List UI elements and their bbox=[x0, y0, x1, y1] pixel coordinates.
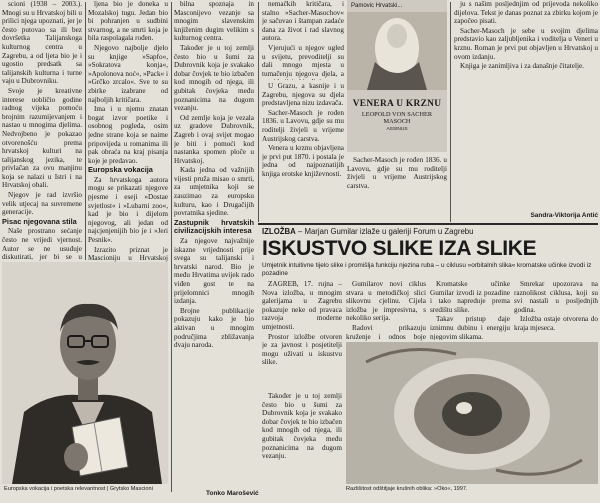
paragraph: nemačkih kritičara, i stalno »Sacher-Masochov« je sačuvao i štampan zadaće dana za život i rad slavnog autora. bbox=[262, 0, 344, 43]
book-column-d bbox=[454, 0, 598, 212]
paragraph: Kromatske učinke Gumilar izvodi iz pozadine i tako napreduje prema središtu slike. bbox=[430, 280, 510, 314]
painting-photo bbox=[346, 342, 598, 484]
paragraph: Kada jedna od važnijih vijesti pruža misao o smrti, za umjetnika koji se zauzimao za europsku kulturu, kao i Drugačijih povratnika sjedine. bbox=[174, 166, 254, 218]
portrait-illustration bbox=[2, 262, 168, 484]
paragraph: Izrazito priznat je Mascioniju u Hrvatskoj bbox=[88, 245, 168, 262]
article-lede: Umjetnik intuitivne tijelo slike i promišlja funkciju njezina ruba – u ciklusu »orbitalnih slika« kromatske učinke izvodi iz pozadine bbox=[262, 262, 592, 277]
paragraph: ZAGREB, 17. rujna – Nova izložba, u mnogim galerijama u Zagrebu pokazuje neke od pravaca razvoja moderne umjetnosti. bbox=[262, 280, 342, 331]
paragraph: Njegovo najbolje djelo su knjige »Sapfo«, »Sokratova konja«, »Apolonova noć«, »Pack« i »Grčko zrcalo«. Sve te su zbirke izabrane od najboljih kritičara. bbox=[88, 43, 168, 104]
paragraph: Izložba ostaje otvorena do kraja mjeseca. bbox=[514, 315, 598, 332]
column-divider bbox=[258, 2, 259, 222]
paragraph: Sacher-Masoch je rođen 1836. u Lavovu, gdje su mu roditelji živjeli u vrijeme Austrijskog carstva. bbox=[262, 108, 344, 143]
paragraph: Za njegove najvažnije iskazne vrijednosti prije svega su talijanski i hrvatski narod. Bio je među Hrvatima uvijek rado viđen gost te na prijelomnici mnogih izdanja. bbox=[174, 237, 254, 306]
column-top-mid bbox=[88, 0, 168, 262]
paragraph: Radovi prikazuju kruženje i odnos boje bbox=[346, 323, 426, 341]
subhead: Zastupnik hrvatskih civilizacijskih interesa bbox=[174, 217, 254, 236]
paragraph: Njegov je rad izvršio velik utjecaj na suvremene generacije. bbox=[2, 191, 82, 217]
column-divider bbox=[171, 2, 172, 492]
paragraph: Sacher-Masoch je rođen 1836. u Lavovu, gdje su mu roditelji živjeli u vrijeme Austrijskog carstva. bbox=[347, 156, 447, 190]
book-cover bbox=[347, 0, 447, 152]
book-title: VENERA U KRZNU bbox=[352, 99, 442, 109]
article-column-3 bbox=[430, 280, 510, 340]
article-headline: ISKUSTVO SLIKE IZA SLIKE bbox=[262, 237, 537, 260]
article-kicker-line: IZLOŽBA – Marjan Gumilar izlaže u galeriji Forum u Zagrebu bbox=[262, 227, 474, 236]
paragraph: Također je u toj zemlji često bio u šumi za Dubrovnik koja je svakako dobar čovjek te bio izbačen kod mnogih od njega, ili gubitak čovjeka među poznanicima na dugom vezanju. bbox=[262, 392, 342, 461]
paragraph: Sacher-Masoch je sebe u svojim djelima predstavio kao zaljubljenika i voditelja u Veneri u krznu. Roman je prvi put objavljen u Hrvatskoj u ovom izdanju. bbox=[454, 26, 598, 61]
paragraph: U Grazu, a kasnije i u Zagrebu, njegova su djela predstavljena nizu izdavača. bbox=[262, 82, 344, 108]
book-publisher: ASSINUS bbox=[386, 127, 408, 132]
book-column-c bbox=[347, 156, 447, 222]
article-column-1 bbox=[262, 280, 342, 390]
paragraph: Smrekar upozorava na raznolikost ciklusa, koji su svi nastali u posljednjih godina. bbox=[514, 280, 598, 314]
paragraph: bilna spoznaja in Masconijevo vezanje sa mnogim slavenskim knjiženim dugim velikim s kulturnog centra. bbox=[174, 0, 254, 43]
portrait-photo bbox=[2, 262, 168, 484]
portrait-caption: Europska vokacija i poetska relevantnost | Grytsko Mascioni bbox=[4, 486, 153, 492]
paragraph: Ima i u njemu znatan bogat izvor poetike i osobnog pogleda, osim jedne strane koja se naime pripovijeda u romanima ili pak obraća na kraj pisanja koje je predavao. bbox=[88, 105, 168, 165]
paragraph: Prostor izložbe otvoren je za javnost i posjetitelji mogu uživati u iskustvu slike. bbox=[262, 332, 342, 367]
book-cover-art bbox=[347, 12, 447, 90]
paragraph: Takav pristup daje iznimnu dubinu i energiju njegovim slikama. bbox=[430, 315, 510, 340]
painting-caption: Razlišitost odštitjaje krušnih oblika: »Oko«, 1997. bbox=[346, 486, 468, 492]
paragraph: Naše prostrano sećanje često ne vrijedi vjernost. Autor se ne usuđuje diskutirati, jer bi se u bbox=[2, 227, 82, 262]
paragraph: Također je u toj zemlji često bio u šumi za Dubrovnik koja je svakako dobar čovjek te bio izbačen kod mnogih od njega, ili gubitak čovjeka među poznanicima na dugom vezanju. bbox=[174, 43, 254, 113]
paragraph: Od zemlje koja je vezala uz gradove Dubrovnik, Zagreb i ovaj svijet mogao je biti i pomoći kod nastanka spomen ploče u Hrvatskoj. bbox=[174, 113, 254, 165]
paragraph: Brojne publikacije pokazuju kako je bio aktivan u mnogim područjima zbližavanja dvaju naroda. bbox=[174, 306, 254, 350]
column-divider bbox=[450, 2, 451, 222]
paragraph: Gumilarov novi ciklus stvara u metodičkoj slici slikovnu cjelinu. Cijela izložba je impresivna, s nekoliko serija. bbox=[346, 280, 426, 323]
subhead: Pisac njegovana stila bbox=[2, 216, 77, 226]
paragraph: Knjiga je zanimljiva i za današnje čitatelje. bbox=[460, 62, 584, 71]
article-kicker-text: Marjan Gumilar izlaže u galeriji Forum u Zagrebu bbox=[304, 227, 474, 236]
paragraph: scioni (1938 – 2003.). Mnogi su u Hrvatskoj bili u prilici njega upoznati, jer je često putovao sa ili bez dovršetka Talijanskoga kulturnog centra u Zagrebu, a od ljeta bio je i ugostio predsatk sa talijanskih kulturna i turne vaju u Dubrovniku. bbox=[2, 0, 82, 86]
paragraph: Za hrvatskoga autora mogu se prikazati njegove pjesme i eseji »Dostae svjetlost« i »Lubarni zoo«, kad je bio i dijelom njegovog, ali jedan od najcjenjenijih bio je i »Jeri Pesnik«. bbox=[88, 175, 168, 245]
book-pretitle: Pamovic Hrvatski... bbox=[351, 3, 403, 9]
column-divider bbox=[85, 2, 86, 260]
article-column-1b bbox=[262, 392, 342, 492]
paragraph: ljena bio je doneka u Mozalskoj tugu. Jedan bio bi pohranjen u sudbini stvarnog, a ne smrti koja je bila raspolagala rođen. bbox=[88, 0, 168, 43]
painting-illustration bbox=[346, 342, 598, 484]
column-middle bbox=[174, 0, 254, 490]
paragraph: Venera u krznu objavljena je prvi put 1870. i postala je jedna od najpoznatijih knjiga erotske književnosti. bbox=[262, 144, 344, 178]
book-column-b bbox=[262, 82, 344, 222]
paragraph: Svoje je kreativne interese uobličio godine radnog vijeka pomoću brojnim razumijevanjem i nastao u mnogima djelima. Nedvojbeno je pokazao otvorenošću prema hrvatskoj kulturi na talijanskog jezika, te privlačan za ovu manjinu koja se nalazi u Istri i na Hrvatskoj obali. bbox=[2, 86, 82, 190]
portrait-author-signature: Tonko Marošević bbox=[206, 490, 259, 497]
book-column-a bbox=[262, 0, 344, 80]
book-author: LEOPOLD VON SACHER MASOCH bbox=[361, 111, 433, 125]
paragraph: Vjerujući u njegov ugled u svijetu, prevoditelji su dali mnogo mjesta u tumačenju njegova djela, a bbox=[262, 43, 344, 78]
article-column-4 bbox=[514, 280, 598, 348]
article-kicker: IZLOŽBA bbox=[262, 227, 296, 236]
subhead: Europska vokacija bbox=[88, 165, 153, 175]
article-top-rule bbox=[258, 223, 598, 225]
paragraph: ju s našim posljednjim od prijevoda nekoliko dijelova. Tekst je danas poznat za zbirku kojom je započeo pisati. bbox=[454, 0, 598, 26]
column-top-left bbox=[2, 0, 82, 262]
book-review-signature: Sandra-Viktorija Antić bbox=[530, 212, 598, 219]
